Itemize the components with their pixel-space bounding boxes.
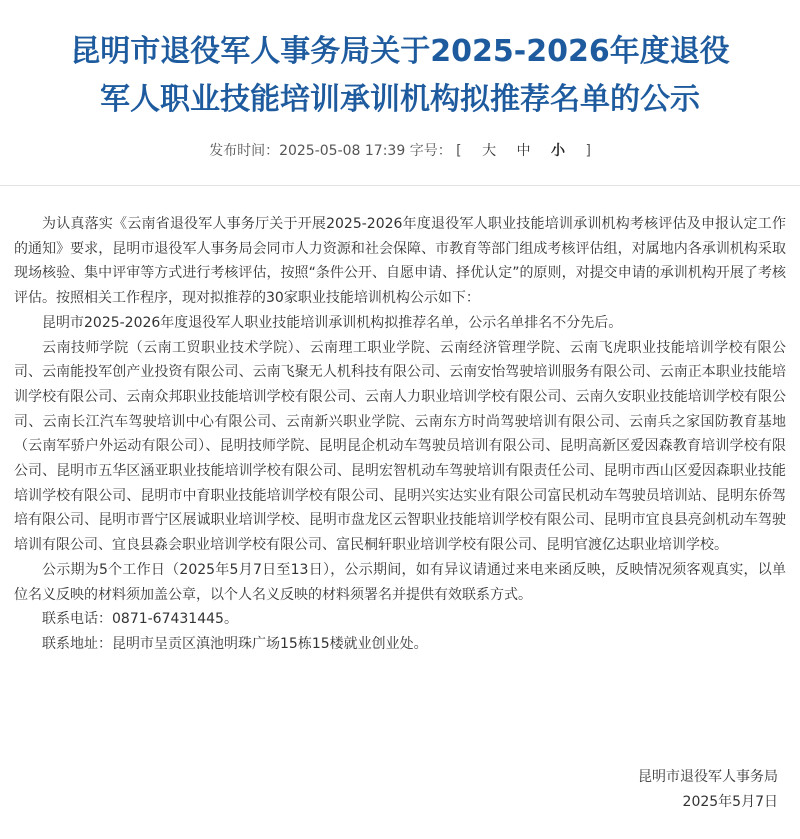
paragraph-list-note: 昆明市2025-2026年度退役军人职业技能培训承训机构拟推荐名单，公示名单排名不分先后。 — [42, 314, 623, 331]
article-meta — [0, 140, 800, 162]
article-body — [14, 212, 786, 657]
bracket-close: ] — [585, 143, 591, 159]
font-size-medium-button[interactable]: 中 — [516, 143, 531, 159]
article-title-line1: 昆明市退役军人事务局关于2025-2026年度退役 — [70, 34, 730, 69]
article-title-line2: 军人职业技能培训承训机构拟推荐名单的公示 — [100, 82, 700, 117]
paragraph-publicity-period: 公示期为5个工作日（2025年5月7日至13日），公示期间，如有异议请通过来电来函反映，反映情况须客观真实，以单位名义反映的材料须加盖公章，以个人名义反映的材料须署名并提供有效联系方式。 — [14, 561, 786, 603]
divider — [0, 185, 800, 186]
article-title — [0, 28, 800, 124]
publish-time-label: 发布时间： — [209, 143, 280, 159]
font-size-small-button[interactable]: 小 — [550, 143, 565, 159]
paragraph-intro: 为认真落实《云南省退役军人事务厅关于开展2025-2026年度退役军人职业技能培训承训机构考核评估及申报认定工作的通知》要求，昆明市退役军人事务局会同市人力资源和社会保障、市教育等部门组成考核评估组，对属地内各承训机构采取现场核验、集中评审等方式进行考核评估，按照“条件公开、自愿申请、择优认定”的原则，对提交申请的承训机构开展了考核评估。按照相关工作程序，现对拟推荐的30家职业技能培训机构公示如下： — [14, 216, 786, 307]
font-size-label: 字号： — [409, 143, 452, 159]
signature-org: 昆明市退役军人事务局 — [638, 769, 778, 785]
font-size-large-button[interactable]: 大 — [482, 143, 497, 159]
paragraph-institution-list: 云南技师学院（云南工贸职业技术学院）、云南理工职业学院、云南经济管理学院、云南飞虎职业技能培训学校有限公司、云南能投军创产业投资有限公司、云南飞聚无人机科技有限公司、云南安怡驾驶培训服务有限公司、云南正本职业技能培训学校有限公司、云南众邦职业技能培训学校有限公司、云南人力职业培训学校有限公司、云南久安职业技能培训学校有限公司、云南长江汽车驾驶培训中心有限公司、云南新兴职业学院、云南东方时尚驾驶培训有限公司、云南兵之家国防教育基地（云南军骄户外运动有限公司）、昆明技师学院、昆明昆企机动车驾驶员培训有限公司、昆明高新区爱因森教育培训学校有限公司、昆明市五华区涵亚职业技能培训学校有限公司、昆明宏智机动车驾驶培训有限责任公司、昆明市西山区爱因森职业技能培训学校有限公司、昆明市中育职业技能培训学校有限公司、昆明兴实达实业有限公司富民机动车驾驶员培训站、昆明东侨驾培有限公司、昆明市晋宁区展诚职业培训学校、昆明市盘龙区云智职业技能培训学校有限公司、昆明市宜良县亮剑机动车驾驶培训有限公司、宜良县淼会职业培训学校有限公司、富民桐轩职业培训学校有限公司、昆明官渡亿达职业培训学校。 — [14, 339, 786, 554]
signature-date: 2025年5月7日 — [682, 794, 778, 810]
publish-time: 2025-05-08 17:39 — [279, 143, 406, 159]
paragraph-contact-address: 联系地址：昆明市呈贡区滇池明珠广场15栋15楼就业创业处。 — [42, 635, 428, 652]
bracket-open: [ — [456, 143, 462, 159]
paragraph-contact-phone: 联系电话：0871-67431445。 — [42, 611, 238, 628]
